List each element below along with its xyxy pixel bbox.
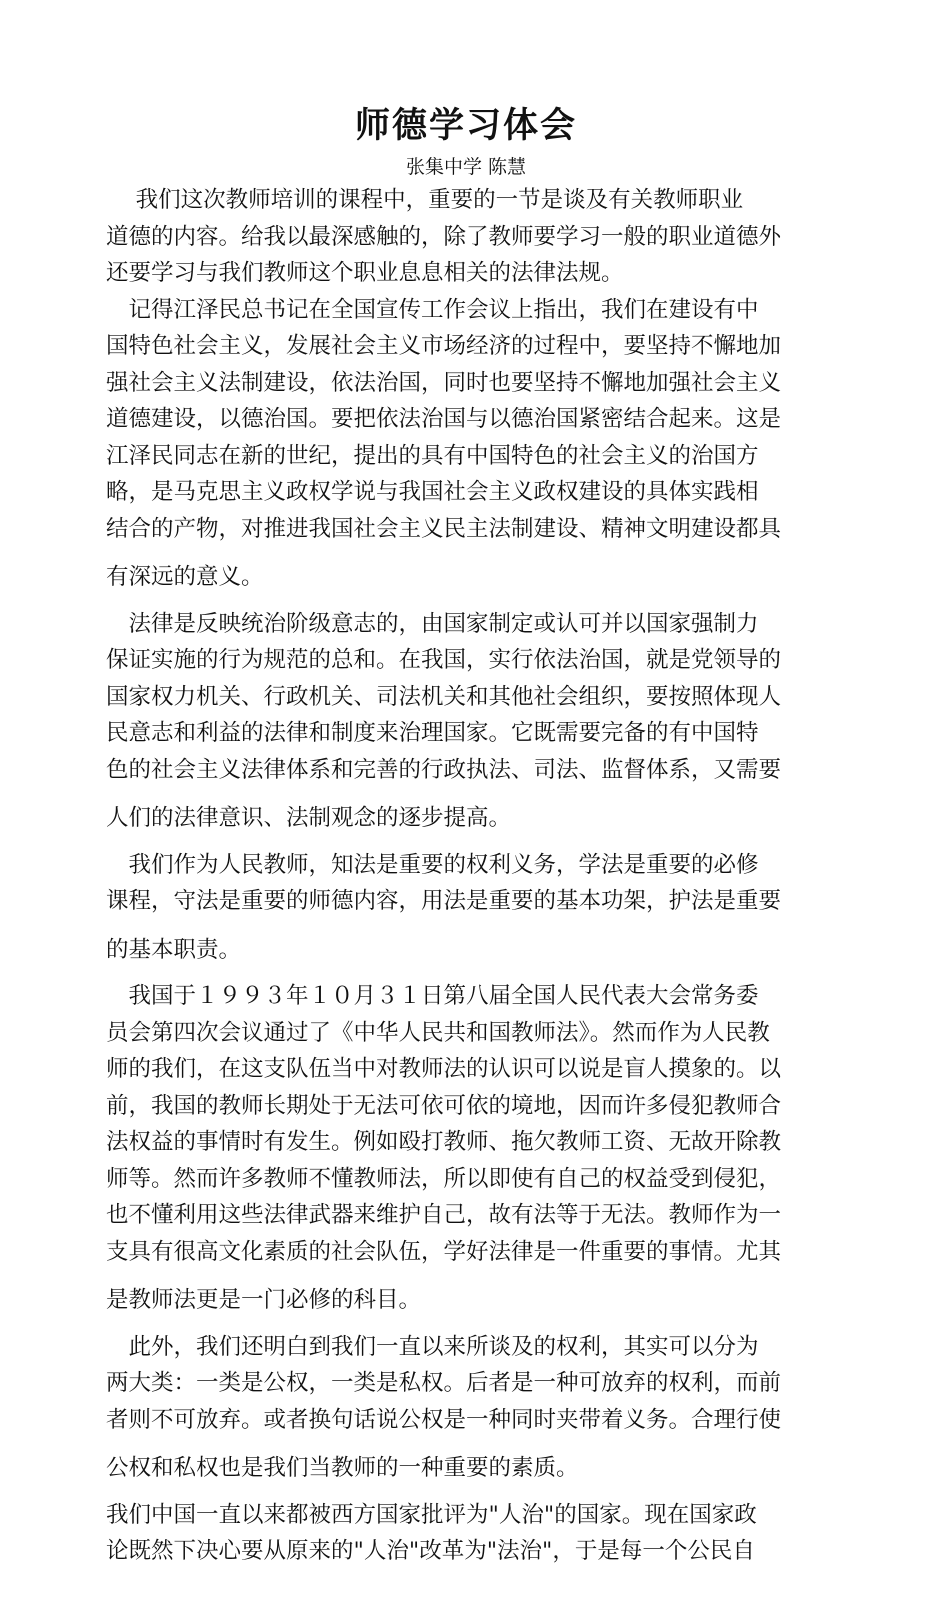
- document-author: 张集中学 陈慧: [405, 156, 527, 178]
- paragraph-line: 员会第四次会议通过了《中华人民共和国教师法》。然而作为人民教: [106, 1019, 770, 1046]
- paragraph-line: 道德的内容。给我以最深感触的，除了教师要学习一般的职业道德外: [106, 223, 782, 250]
- paragraph-line: 人们的法律意识、法制观念的逐步提高。: [106, 805, 512, 831]
- paragraph-line: 两大类：一类是公权，一类是私权。后者是一种可放弃的权利，而前: [106, 1370, 782, 1396]
- paragraph-4: [106, 847, 826, 969]
- paragraph-line: 强社会主义法制建设，依法治国，同时也要坚持不懈地加强社会主义: [106, 369, 782, 396]
- document-title: 师德学习体会: [354, 106, 577, 146]
- paragraph-6: [106, 1329, 826, 1487]
- paragraph-line: 课程，守法是重要的师德内容，用法是重要的基本功架，护法是重要: [106, 888, 782, 914]
- paragraph-line: 是教师法更是一门必修的科目。: [106, 1287, 422, 1313]
- paragraph-1: [106, 182, 826, 292]
- paragraph-line: 我们这次教师培训的课程中，重要的一节是谈及有关教师职业: [106, 187, 744, 213]
- paragraph-line: 江泽民同志在新的世纪，提出的具有中国特色的社会主义的治国方: [106, 442, 759, 469]
- paragraph-line: 论既然下决心要从原来的"人治"改革为"法治"，于是每一个公民自: [106, 1538, 755, 1564]
- paragraph-line: 略，是马克思主义政权学说与我国社会主义政权建设的具体实践相: [106, 479, 759, 505]
- paragraph-2: [106, 292, 826, 596]
- paragraph-spacer: [106, 968, 826, 978]
- paragraph-line: 民意志和利益的法律和制度来治理国家。它既需要完备的有中国特: [106, 720, 759, 746]
- paragraph-line: 法权益的事情时有发生。例如殴打教师、拖欠教师工资、无故开除教: [106, 1129, 782, 1155]
- paragraph-3: [106, 606, 826, 837]
- paragraph-line: 色的社会主义法律体系和完善的行政执法、司法、监督体系，又需要: [106, 756, 782, 783]
- paragraph-line: 前，我国的教师长期处于无法可依可依的境地，因而许多侵犯教师合: [106, 1092, 782, 1119]
- paragraph-line: 还要学习与我们教师这个职业息息相关的法律法规。: [106, 260, 624, 286]
- paragraph-line: 师的我们，在这支队伍当中对教师法的认识可以说是盲人摸象的。以: [106, 1056, 782, 1082]
- paragraph-line: 者则不可放弃。或者换句话说公权是一种同时夹带着义务。合理行使: [106, 1406, 782, 1433]
- paragraph-line: 保证实施的行为规范的总和。在我国，实行依法治国，就是党领导的: [106, 647, 782, 673]
- paragraph-spacer: [106, 837, 826, 847]
- paragraph-line: 国家权力机关、行政机关、司法机关和其他社会组织，要按照体现人: [106, 683, 782, 710]
- paragraph-line: 记得江泽民总书记在全国宣传工作会议上指出，我们在建设有中: [106, 296, 759, 323]
- paragraph-line: 师等。然而许多教师不懂教师法，所以即使有自己的权益受到侵犯，: [106, 1165, 782, 1192]
- paragraph-5: [106, 978, 826, 1319]
- paragraph-line: 结合的产物，对推进我国社会主义民主法制建设、精神文明建设都具: [106, 515, 782, 542]
- document-page: [106, 104, 826, 1570]
- paragraph-line: 我们中国一直以来都被西方国家批评为"人治"的国家。现在国家政: [106, 1501, 757, 1528]
- paragraph-line: 有深远的意义。: [106, 564, 264, 590]
- paragraph-line: 此外，我们还明白到我们一直以来所谈及的权利，其实可以分为: [106, 1333, 759, 1360]
- paragraph-spacer: [106, 596, 826, 606]
- paragraph-line: 道德建设，以德治国。要把依法治国与以德治国紧密结合起来。这是: [106, 406, 782, 432]
- paragraph-line: 国特色社会主义，发展社会主义市场经济的过程中，要坚持不懈地加: [106, 333, 782, 359]
- paragraph-line: 我国于１９９３年１０月３１日第八届全国人民代表大会常务委: [106, 983, 759, 1009]
- paragraph-line: 我们作为人民教师，知法是重要的权利义务，学法是重要的必修: [106, 851, 759, 878]
- paragraph-line: 法律是反映统治阶级意志的，由国家制定或认可并以国家强制力: [106, 610, 759, 637]
- paragraph-line: 公权和私权也是我们当教师的一种重要的素质。: [106, 1455, 579, 1481]
- paragraph-spacer: [106, 1319, 826, 1329]
- paragraph-line: 的基本职责。: [106, 936, 242, 963]
- paragraph-7: [106, 1497, 826, 1570]
- paragraph-line: 支具有很高文化素质的社会队伍，学好法律是一件重要的事情。尤其: [106, 1238, 782, 1265]
- paragraph-spacer: [106, 1487, 826, 1497]
- paragraph-line: 也不懂利用这些法律武器来维护自己，故有法等于无法。教师作为一: [106, 1202, 782, 1228]
